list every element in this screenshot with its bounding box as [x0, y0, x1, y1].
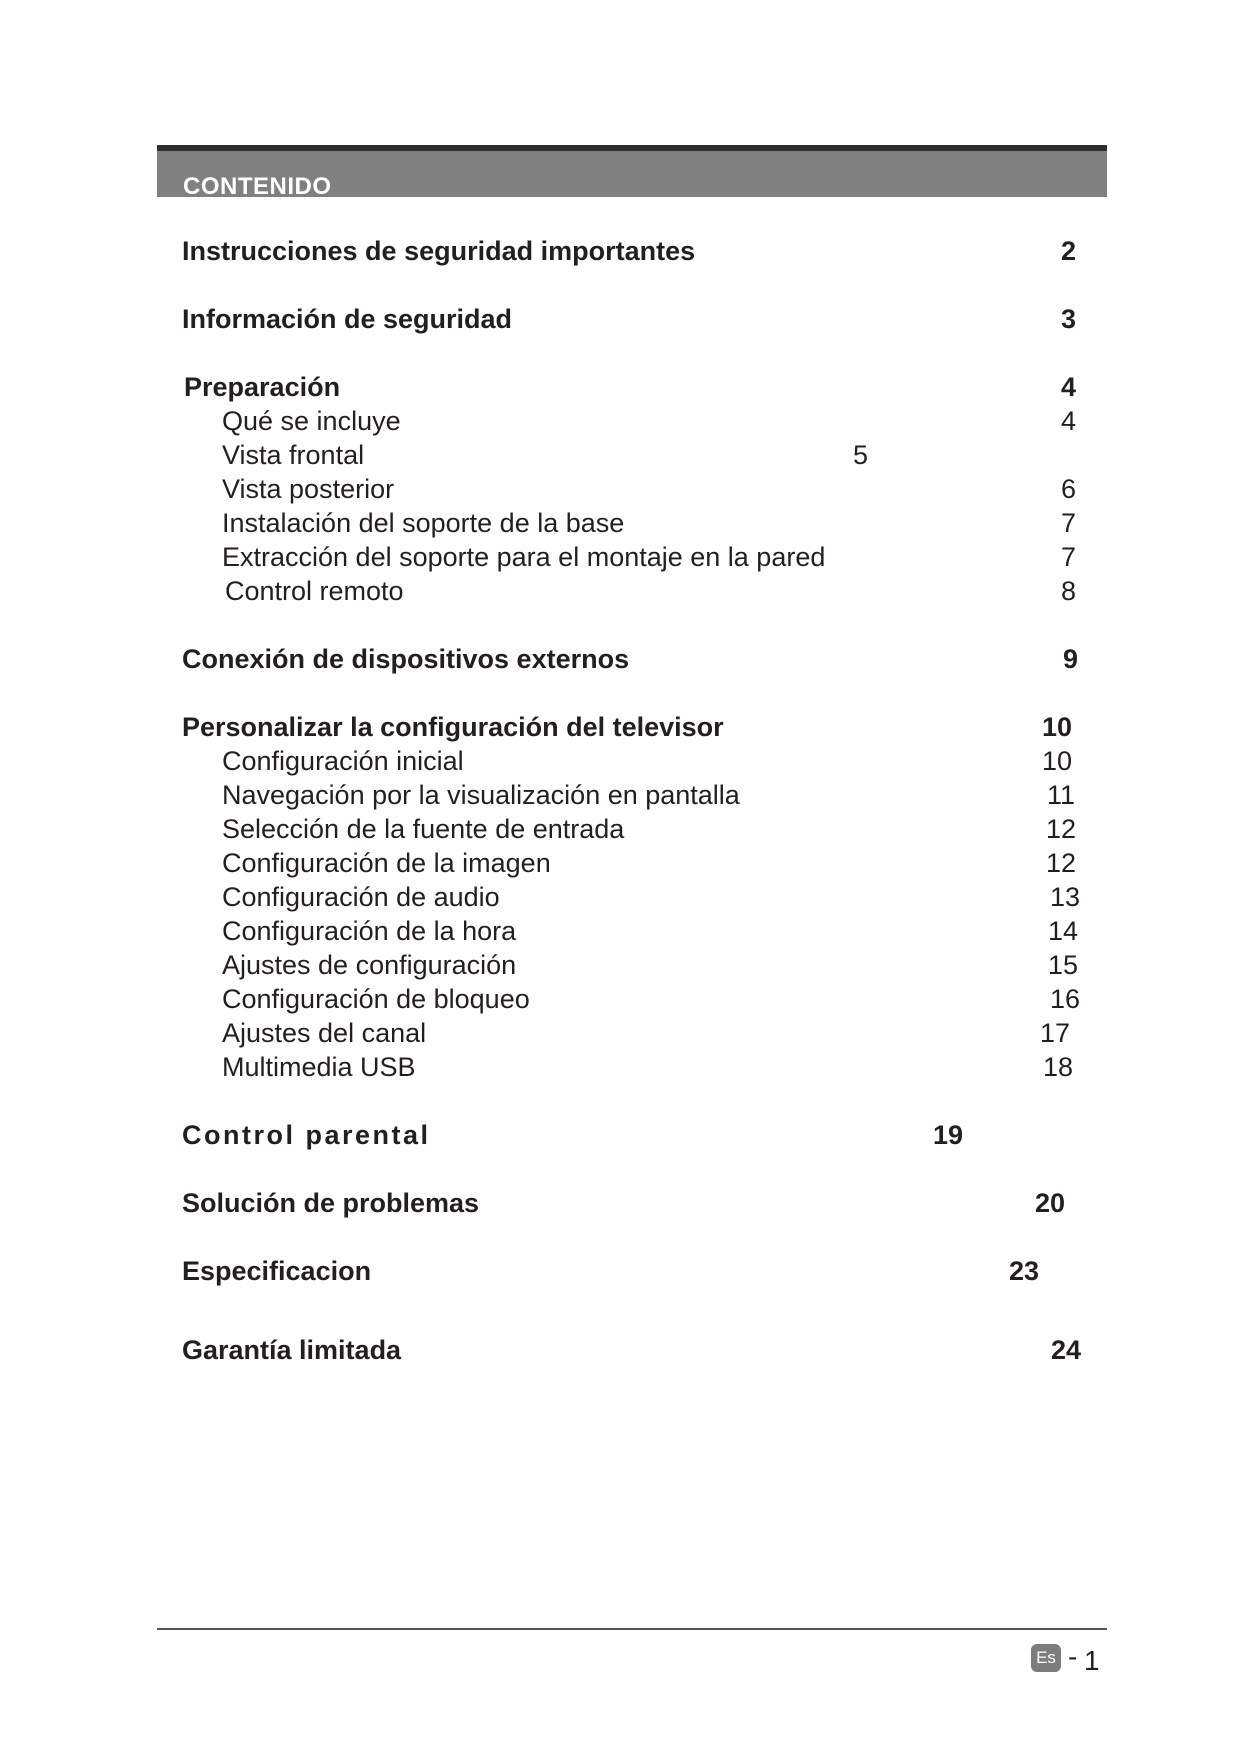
toc-entry-page: 24	[1050, 1335, 1081, 1365]
contents-header-bar	[157, 145, 1107, 200]
toc-entry-page: 17	[1039, 1018, 1070, 1048]
toc-entry-page: 11	[1046, 780, 1075, 810]
toc-entry-title: Control parental	[182, 1120, 431, 1150]
toc-entry-page: 7	[1060, 542, 1076, 572]
toc-entry-initial-setup	[0, 744, 1241, 778]
toc-entry-picture-settings	[0, 846, 1241, 880]
toc-entry-specification	[0, 1254, 1241, 1288]
toc-entry-front-view	[0, 438, 1241, 472]
toc-entry-title: Personalizar la configuración del televisor	[182, 712, 724, 742]
toc-entry-wall-mount-removal	[0, 540, 1241, 574]
toc-entry-title: Solución de problemas	[182, 1188, 480, 1218]
toc-entry-page: 15	[1047, 950, 1078, 980]
language-badge: Es	[1031, 1644, 1061, 1672]
toc-entry-title: Configuración de la imagen	[222, 848, 551, 878]
toc-entry-usb-multimedia	[0, 1050, 1241, 1084]
toc-entry-page: 19	[932, 1120, 963, 1150]
footer-divider	[157, 1628, 1107, 1630]
toc-entry-title: Preparación	[184, 372, 341, 402]
toc-entry-page: 4	[1060, 406, 1076, 436]
toc-entry-page: 5	[852, 440, 868, 470]
toc-entry-title: Vista posterior	[222, 474, 395, 504]
toc-entry-safety-information	[0, 302, 1241, 336]
toc-entry-limited-warranty	[0, 1333, 1241, 1367]
toc-entry-customize-tv	[0, 710, 1241, 744]
toc-entry-title: Extracción del soporte para el montaje en la pared	[222, 542, 826, 572]
toc-entry-page: 13	[1049, 882, 1080, 912]
toc-entry-channel-settings	[0, 1016, 1241, 1050]
toc-entry-troubleshooting	[0, 1186, 1241, 1220]
toc-entry-title: Ajustes de configuración	[222, 950, 517, 980]
toc-entry-title: Conexión de dispositivos externos	[182, 644, 630, 674]
toc-entry-title: Configuración inicial	[222, 746, 464, 776]
toc-entry-page: 12	[1045, 814, 1076, 844]
toc-entry-base-stand-install	[0, 506, 1241, 540]
toc-entry-preparation	[0, 370, 1241, 404]
toc-entry-title: Configuración de la hora	[222, 916, 517, 946]
toc-entry-page: 16	[1049, 984, 1080, 1014]
toc-entry-page: 10	[1041, 712, 1072, 742]
toc-entry-rear-view	[0, 472, 1241, 506]
toc-entry-title: Garantía limitada	[182, 1335, 402, 1365]
toc-entry-page: 8	[1060, 576, 1076, 606]
toc-entry-page: 18	[1042, 1052, 1073, 1082]
toc-entry-setup-adjustments	[0, 948, 1241, 982]
page-number-dash: -	[1068, 1641, 1078, 1672]
toc-entry-page: 7	[1060, 508, 1076, 538]
toc-entry-input-source	[0, 812, 1241, 846]
toc-entry-title: Instrucciones de seguridad importantes	[182, 236, 696, 266]
toc-entry-page: 2	[1060, 236, 1076, 266]
toc-entry-safety-instructions	[0, 234, 1241, 268]
toc-entry-title: Navegación por la visualización en pantalla	[222, 780, 740, 810]
toc-entry-osd-navigation	[0, 778, 1241, 812]
toc-entry-title: Información de seguridad	[182, 304, 513, 334]
toc-entry-title: Multimedia USB	[222, 1052, 416, 1082]
toc-entry-title: Vista frontal	[222, 440, 365, 470]
toc-entry-page: 3	[1060, 304, 1076, 334]
toc-entry-whats-included	[0, 404, 1241, 438]
toc-entry-page: 23	[1008, 1256, 1039, 1286]
toc-entry-page: 9	[1062, 644, 1078, 674]
toc-entry-title: Ajustes del canal	[222, 1018, 427, 1048]
toc-entry-page: 6	[1060, 474, 1076, 504]
toc-entry-title: Configuración de audio	[222, 882, 500, 912]
toc-entry-page: 20	[1034, 1188, 1065, 1218]
toc-entry-external-devices	[0, 642, 1241, 676]
toc-entry-page: 10	[1041, 746, 1072, 776]
toc-entry-time-settings	[0, 914, 1241, 948]
toc-entry-page: 4	[1060, 372, 1076, 402]
toc-entry-title: Control remoto	[225, 576, 404, 606]
toc-entry-page: 14	[1047, 916, 1078, 946]
toc-entry-title: Qué se incluye	[222, 406, 401, 436]
toc-entry-remote-control	[0, 574, 1241, 608]
toc-entry-title: Configuración de bloqueo	[222, 984, 530, 1014]
toc-entry-audio-settings	[0, 880, 1241, 914]
toc-entry-title: Instalación del soporte de la base	[222, 508, 625, 538]
toc-entry-lock-settings	[0, 982, 1241, 1016]
page-number: 1	[1084, 1645, 1100, 1676]
contents-title: CONTENIDO	[183, 173, 332, 200]
toc-entry-title: Especificacion	[182, 1256, 372, 1286]
toc-entry-page: 12	[1045, 848, 1076, 878]
toc-entry-title: Selección de la fuente de entrada	[222, 814, 625, 844]
toc-entry-parental-control	[0, 1118, 1241, 1152]
